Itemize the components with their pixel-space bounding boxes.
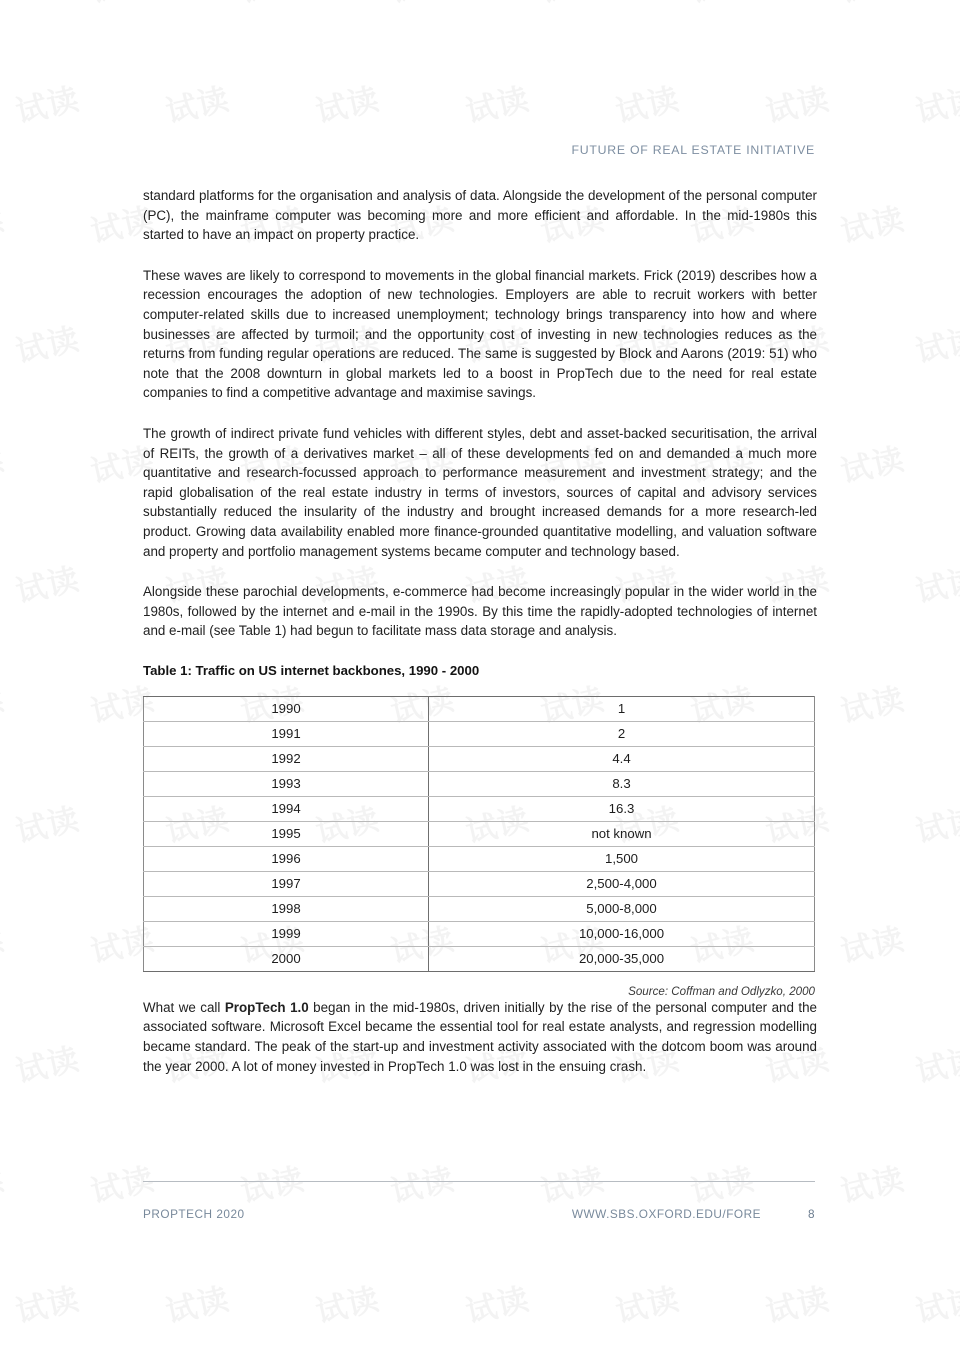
footer-page-number: 8 <box>807 1207 815 1221</box>
table-cell-year: 1998 <box>144 896 429 921</box>
table-cell-traffic: 20,000-35,000 <box>578 950 665 966</box>
table-cell-traffic: 8.3 <box>429 771 815 796</box>
final-par-lead: What we call <box>143 999 225 1015</box>
table-cell-year: 1992 <box>144 746 429 771</box>
table-cell-year: 1994 <box>144 796 429 821</box>
footer-publication-label: PROPTECH 2020 <box>143 1207 245 1221</box>
table-cell-year: 1990 <box>144 696 429 721</box>
table-row <box>144 796 815 821</box>
table-row <box>144 921 815 946</box>
table-cell-traffic: 10,000-16,000 <box>429 921 815 946</box>
table-cell-traffic: 1,500 <box>429 846 815 871</box>
table-row <box>144 896 815 921</box>
final-par-rest: began in the mid-1980s, driven initially by the rise of the personal computer and the associated software. Microsoft Excel became the essential tool for real estate analysts, and regression modelling became standard. The peak of the start-up and investment activity associated with the dotcom boom was around the year 2000. A lot of money invested in PropTech 1.0 was lost in the ensuing crash. <box>143 999 817 1074</box>
table-row <box>144 771 815 796</box>
table-source-note: Source: Coffman and Odlyzko, 2000 <box>628 984 815 998</box>
paragraph-3: The growth of indirect private fund vehicles with different styles, debt and asset-backed securitisation, the arrival of REITs, the growth of a derivatives market – all of these developments fed on and demanded a much more quantitative and research-focussed approach to performance measurement and investment strategy; and the rapid globalisation of the real estate industry in terms of investors, sources of capital and advisory services substantially reduced the insularity of the industry and brought increased demands for a more research-led product. Growing data availability enabled more finance-grounded quantitative modelling, and valuation software and property and portfolio management systems became computer and technology based. <box>143 425 817 559</box>
table-cell-year: 1995 <box>144 821 429 846</box>
table-cell-year: 1991 <box>144 721 429 746</box>
table-cell-year: 2000 <box>144 946 429 971</box>
footer-divider <box>143 1181 815 1182</box>
table-cell-traffic: 2 <box>429 721 815 746</box>
paragraph-1: standard platforms for the organisation and analysis of data. Alongside the development of the personal computer (PC), the mainframe computer was becoming more and more efficient and affordable. In the mid-1980s this started to have an impact on property practice. <box>143 188 817 243</box>
table-body <box>144 696 815 971</box>
table-caption: Table 1: Traffic on US internet backbones, 1990 - 2000 <box>143 662 480 678</box>
internet-traffic-table <box>143 696 815 972</box>
table-cell-traffic: 16.3 <box>429 796 815 821</box>
table-cell-traffic: 2,500-4,000 <box>429 871 815 896</box>
page-content <box>143 186 817 1076</box>
paragraph-2: These waves are likely to correspond to movements in the global financial markets. Frick (2019) describes how a recession encourages the adoption of new technologies. Employers are able to recruit workers with better computer-related skills due to increased unemployment; technology brings transparency into how and where businesses are affected by turmoil; and the opportunity cost of investing in new technologies reduces as the returns from funding regular operations are reduced. The same is suggested by Block and Aarons (2019: 51) who note that the 2008 downturn in global markets led to a boost in PropTech due to the need for real estate companies to find a competitive advantage and maximise savings. <box>143 267 817 401</box>
table-cell-traffic: 5,000-8,000 <box>429 896 815 921</box>
final-par-bold-term: PropTech 1.0 <box>224 999 309 1015</box>
table-cell-year: 1993 <box>144 771 429 796</box>
paragraph-5 <box>143 998 817 1076</box>
page-footer <box>143 1207 815 1221</box>
table-cell-year: 1999 <box>144 921 429 946</box>
footer-url: WWW.SBS.OXFORD.EDU/FORE <box>571 1207 761 1221</box>
table-row <box>144 871 815 896</box>
table-row <box>144 721 815 746</box>
table-cell-year: 1997 <box>144 871 429 896</box>
table-row <box>144 846 815 871</box>
table-row <box>144 946 815 971</box>
table-cell-traffic: 1 <box>429 696 815 721</box>
table-cell-traffic: 4.4 <box>429 746 815 771</box>
table-cell-traffic: not known <box>429 821 815 846</box>
table-cell-year: 1996 <box>144 846 429 871</box>
table-row <box>144 746 815 771</box>
table-row <box>144 696 815 721</box>
paragraph-4: Alongside these parochial developments, e-commerce had become increasingly popular in the wider world in the 1980s, followed by the internet and e-mail in the 1990s. By this time the rapidly-adopted technologies of internet and e-mail (see Table 1) had begun to facilitate mass data storage and analysis. <box>143 584 817 639</box>
page-header-title: FUTURE OF REAL ESTATE INITIATIVE <box>571 143 815 157</box>
table-row <box>144 821 815 846</box>
